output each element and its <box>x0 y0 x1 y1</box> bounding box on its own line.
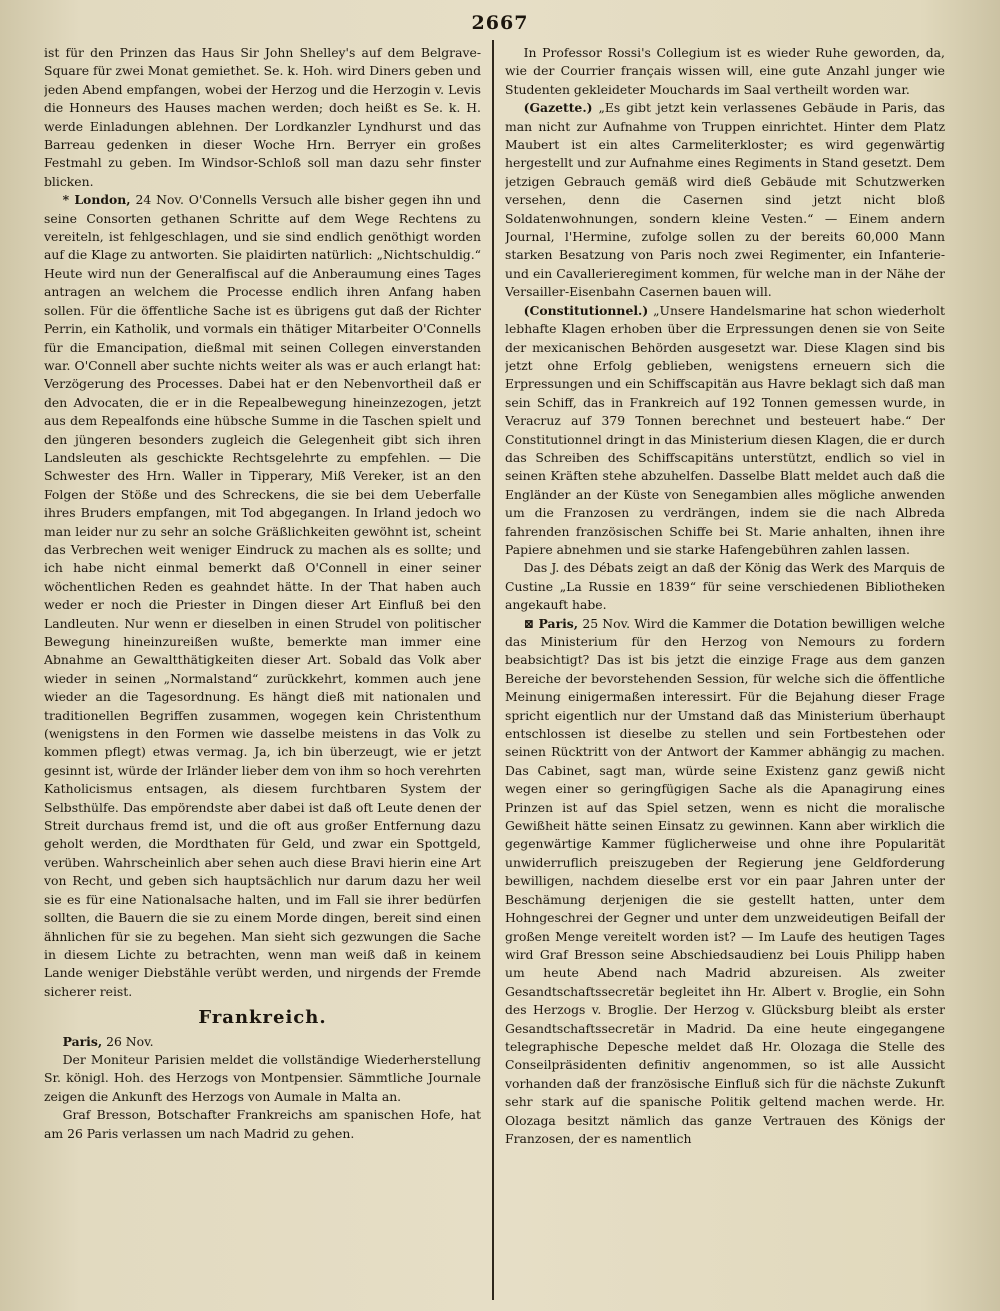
source-label: (Constitutionnel.) <box>523 302 649 318</box>
paragraph-text: „Unsere Handelsmarine hat schon wiederholt lebhafte Klagen erhoben über die Erpressungen denen sie von Seite der mexicanischen Behörden ausgesetzt war. Diese Klagen sind bis jetzt ohne Erfolg geblieben, wenigstens erneuern sich die Erpressungen und ein Schiffscapitän aus Havre beklagt sich daß man sein Schiff, das in Frankreich auf 192 Tonnen gemessen wurde, in Veracruz auf 379 Tonnen berechnet und besteuert habe.“ Der Constitutionnel dringt in das Ministerium diesen Klagen, die er durch das Schreiben des Schiffscapitäns unterstützt, endlich so viel in seinen Kräften stehe abzuhelfen. Dasselbe Blatt meldet auch daß die Engländer an der Küste von Senegambien alles mögliche anwenden um die Franzosen zu verdrängen, indem sie die nach Albreda fahrenden französischen Schiffe bei St. Marie anhalten, ihnen ihre Papiere abnehmen und sie starke Hafengebühren zahlen lassen. <box>505 302 945 557</box>
paragraph-text: ist für den Prinzen das Haus Sir John Shelley's auf dem Belgrave-Square für zwei Monat gemiethet. Se. k. Hoh. wird Diners geben und jeden Abend empfangen, wobei der Herzog und die Herzogin v. Levis die Honneurs des Hauses machen werden; doch heißt es Se. k. H. werde Einladungen ablehnen. Der Lordkanzler Lyndhurst und das Barreau gedenken in dieser Woche Hrn. Berryer ein großes Festmahl zu geben. Im Windsor-Schloß soll man dazu sehr finster blicken. <box>44 45 481 189</box>
article-paragraph <box>505 99 945 301</box>
paragraph-text: In Professor Rossi's Collegium ist es wieder Ruhe geworden, da, wie der Courrier français wissen will, eine gute Anzahl junger wie Studenten gekleideter Mouchards im Saal vertheilt worden war. <box>505 45 945 97</box>
article-paragraph <box>44 1051 481 1106</box>
dateline: ⊠ Paris, <box>523 615 579 631</box>
paragraph-text: 25 Nov. Wird die Kammer die Dotation bewilligen welche das Ministerium für den Herzog von Nemours zu fordern beabsichtigt? Das ist bis jetzt die einzige Frage aus dem ganzen Bereiche der bevorstehenden Session, für welche sich die öffentliche Meinung einigermaßen interessirt. Für die Bejahung dieser Frage spricht eigentlich nur der Umstand daß das Ministerium überhaupt entschlossen ist dieselbe zu stellen und sein Fortbestehen oder seinen Rücktritt von der Antwort der Kammer abhängig zu machen. Das Cabinet, sagt man, würde seine Existenz ganz gewiß nicht wegen einer so geringfügigen Sache als die Apanagirung eines Prinzen ist auf das Spiel setzen, wenn es nicht die moralische Gewißheit hätte seinen Einsatz zu gewinnen. Kann aber wirklich die gegenwärtige Kammer füglicherweise und ohne ihre Popularität unwiderruflich preiszugeben der Regierung jene Geldforderung bewilligen, nachdem dieselbe erst vor ein paar Jahren unter der Beschämung derjenigen die sie gestellt hatten, unter dem Hohngeschrei der Gegner und unter dem unzweideutigen Beifall der großen Menge vereitelt worden ist? — Im Laufe des heutigen Tages wird Graf Bresson seine Abschiedsaudienz bei Louis Philipp haben um heute Abend nach Madrid abzureisen. Als zweiter Gesandtschaftssecretär begleitet ihn Hr. Albert v. Broglie, ein Sohn des Herzogs v. Broglie. Der Herzog v. Glücksburg bleibt als erster Gesandtschaftssecretär in Madrid. Da eine heute eingegangene telegraphische Depesche meldet daß Hr. Olozaga die Stelle des Conseilpräsidenten definitiv angenommen, so ist alle Aussicht vorhanden daß der französische Einfluß sich für die nächste Zukunft sehr stark auf die spanische Politik geltend machen werde. Hr. Olozaga besitzt nämlich das ganze Vertrauen des Königs der Franzosen, der es namentlich <box>505 615 945 1146</box>
article-paragraph <box>505 302 945 560</box>
paragraph-text: 26 Nov. <box>106 1033 154 1049</box>
left-column <box>44 44 481 1304</box>
paragraph-text: „Es gibt jetzt kein verlassenes Gebäude in Paris, das man nicht zur Aufnahme von Truppen einrichtet. Hinter dem Platz Maubert ist ein altes Carmeliterkloster; es wird gegenwärtig hergestellt und zur Aufnahme eines Regiments in Stand gesetzt. Dem jetzigen Gebrauch gemäß wird dieß Gebäude mit Schutzwerken versehen, denn die Casernen sind jetzt nicht bloß Soldatenwohnungen, sondern kleine Vesten.“ — Einem andern Journal, l'Hermine, zufolge sollen zu der bereits 60,000 Mann starken Besatzung von Paris noch zwei Regimenter, ein Infanterie- und ein Cavallerieregiment kommen, für welche man in der Nähe der Versailler-Eisenbahn Casernen bauen will. <box>505 100 945 300</box>
paragraph-text: Graf Bresson, Botschafter Frankreichs am spanischen Hofe, hat am 26 Paris verlassen um nach Madrid zu gehen. <box>44 1107 481 1141</box>
source-label: (Gazette.) <box>523 100 593 116</box>
article-paragraph <box>505 559 945 614</box>
article-paragraph <box>505 44 945 99</box>
article-paragraph <box>505 615 945 1149</box>
paragraph-text: 24 Nov. O'Connells Versuch alle bisher gegen ihn und seine Consorten gethanen Schritte auf dem Wege Rechtens zu vereiteln, ist fehlgeschlagen, und sie sind endlich genöthigt worden auf die Klage zu antworten. Sie plaidirten natürlich: „Nichtschuldig.“ Heute wird nun der Generalfiscal auf die Anberaumung eines Tages antragen an welchem die Processe endlich ihren Anfang haben sollen. Für die öffentliche Sache ist es übrigens gut daß der Richter Perrin, ein Katholik, und vormals ein thätiger Mitarbeiter O'Connells für die Emancipation, dießmal mit seinen Collegen einverstanden war. O'Connell aber suchte nichts weiter als was er auch erlangt hat: Verzögerung des Processes. Dabei hat er den Nebenvortheil daß er den Advocaten, die er in die Repealbewegung hineinzezogen, jetzt aus dem Repealfonds eine hübsche Summe in die Taschen spielt und den jüngeren besonders zugleich die Gelegenheit gibt sich ihren Landsleuten als geschickte Rechtsgelehrte zu empfehlen. — Die Schwester des Hrn. Waller in Tipperary, Miß Vereker, ist an den Folgen der Stöße und des Schreckens, die sie bei dem Ueberfalle ihres Bruders empfangen, mit Tod abgegangen. In Irland jedoch wo man leider nur zu sehr an solche Gräßlichkeiten gewöhnt ist, scheint das Verbrechen weit weniger Eindruck zu machen als es sollte; und ich habe nicht einmal bemerkt daß O'Connell in einer seiner wöchentlichen Reden es geahndet hätte. In der That haben auch weder er noch die Priester in Dingen dieser Art Einfluß bei den Landleuten. Nur wenn er dieselben in einen Strudel von politischer Bewegung hineinzureißen wußte, bemerkte man immer eine Abnahme an Gewaltthätigkeiten dieser Art. Sobald das Volk aber wieder in seinen „Normalstand“ zurückkehrt, kommen auch jene wieder an die Tagesordnung. Es hängt dieß mit nationalen und traditionellen Begriffen zusammen, wogegen kein Christenthum (wenigstens in den Formen wie dasselbe meistens in das Volk zu kommen pflegt) etwas vermag. Ja, ich bin überzeugt, wie er jetzt gesinnt ist, würde der Irländer lieber dem von ihm so hoch verehrten Katholicismus entsagen, als diesem furchtbaren System der Selbsthülfe. Das empörendste aber dabei ist daß oft Leute denen der Streit durchaus fremd ist, und die oft aus großer Entfernung dazu geholt werden, die Mordthaten für Geld, und zwar ein Spottgeld, verüben. Wahrscheinlich aber sehen auch diese Bravi hierin eine Art von Recht, und geben sich hauptsächlich nur darum dazu her weil sie es für eine Nationalsache halten, und im Fall sie ihrer bedürfen sollten, die Bauern die sie zu einem Morde dingen, bereit sind einen ähnlichen für sie zu begehen. Man sieht sich gezwungen die Sache in diesem Lichte zu betrachten, wenn man weiß daß in keinem Lande weniger Diebstähle verübt werden, und nirgends der Fremde sicherer reist. <box>44 192 481 999</box>
paragraph-text: Der Moniteur Parisien meldet die vollständige Wiederherstellung Sr. königl. Hoh. des Herzogs von Montpensier. Sämmtliche Journale zeigen die Ankunft des Herzogs von Aumale in Malta an. <box>44 1051 481 1104</box>
dateline: Paris, <box>62 1033 103 1049</box>
column-divider <box>492 40 494 1300</box>
article-paragraph <box>44 44 481 191</box>
page-number: 2667 <box>471 12 529 34</box>
article-paragraph <box>44 1033 481 1051</box>
article-paragraph <box>44 1106 481 1143</box>
dateline: * London, <box>62 192 131 208</box>
paragraph-text: Das J. des Débats zeigt an daß der König das Werk des Marquis de Custine „La Russie en 1839“ für seine verschiedenen Bibliotheken angekauft habe. <box>505 560 945 613</box>
section-heading: Frankreich. <box>198 1007 327 1029</box>
article-paragraph <box>44 191 481 1001</box>
right-column <box>505 44 945 1304</box>
